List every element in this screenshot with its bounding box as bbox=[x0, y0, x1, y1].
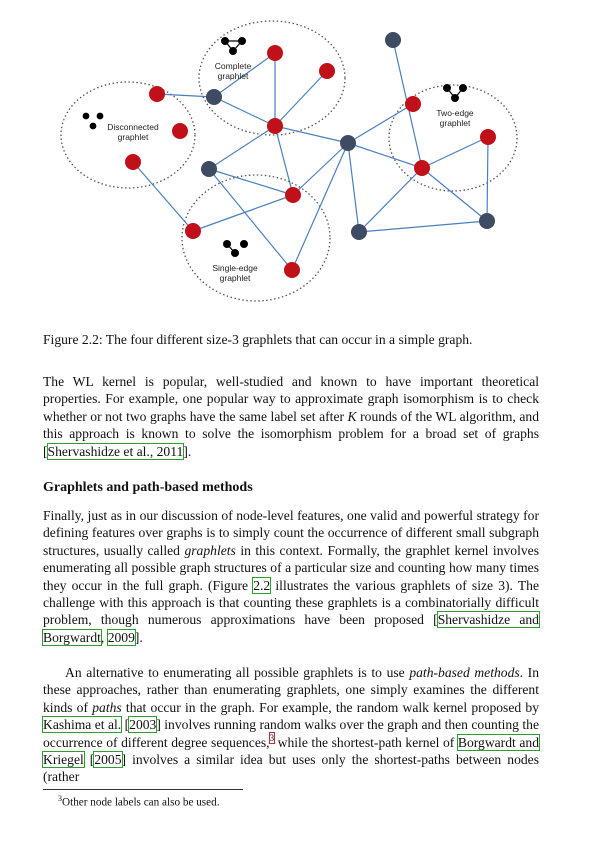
para1-text: The WL kernel is popular, well-studied and known to have important theoretical properties. For example, one popular way to approximate graph isomorphism is to check whether or not two graphs have the same label set after bbox=[43, 374, 539, 424]
footnote bbox=[58, 794, 220, 809]
citation-shervashidze-borgwardt-a[interactable]: Shervashidze and bbox=[437, 612, 539, 628]
node-red bbox=[480, 129, 496, 145]
footnote-ref-3[interactable]: 3 bbox=[269, 733, 275, 744]
two-edge-graphlet-icon bbox=[444, 85, 467, 102]
citation-kashima[interactable]: Kashima et al. bbox=[43, 717, 122, 733]
para2-comma: , bbox=[100, 629, 108, 645]
complete-label-line1: Complete bbox=[214, 61, 252, 71]
citation-year-2009[interactable]: 2009 bbox=[107, 629, 135, 645]
two-edge-label-line1: Two-edge bbox=[436, 108, 474, 118]
node-blue bbox=[201, 161, 217, 177]
citation-borgwardt-kriegel[interactable]: Borgwardt and Kriegel bbox=[43, 734, 539, 768]
para3-b: . In these approaches, rather than enumerating graphlets, one simply examines the different kinds of bbox=[43, 665, 539, 715]
single-edge-graphlet-circle bbox=[182, 175, 330, 301]
node-red bbox=[267, 118, 283, 134]
node-red bbox=[284, 262, 300, 278]
section-heading: Graphlets and path-based methods bbox=[43, 480, 253, 495]
para2-b: in this context. Formally, the graphlet kernel involves enumerating all possible graph structures of a particular size and counting how many times they occur in the full graph. (Figure bbox=[43, 542, 539, 593]
para3-f: involves a similar idea but uses only the shortest-paths between nodes (rather bbox=[43, 752, 539, 785]
graph-diagram bbox=[0, 0, 611, 320]
footnote-text: Other node labels can also be used. bbox=[62, 796, 220, 809]
para3-em2: paths bbox=[92, 699, 122, 715]
node-red bbox=[319, 63, 335, 79]
paragraph-path-based: An alternative to enumerating all possible graphlets is to use path-based methods. In these approaches, rather than enumerating graphlets, one simply examines the different kinds of paths that occur in the graph. For example, the random walk kernel proposed by Kashima et al. [2003] involves running random walks over the graph and then counting the occurrence of different degree sequences,$^3$ while the shortest-path kernel of Borgwardt and Kriegel [2005] involves a similar idea but uses only the shortest-paths between nodes (rather bbox=[43, 665, 539, 785]
single-edge-graphlet-icon bbox=[224, 241, 248, 257]
complete-graphlet-icon bbox=[222, 38, 246, 55]
node-red bbox=[149, 86, 165, 102]
node-blue bbox=[385, 32, 401, 48]
para1-var: K bbox=[347, 408, 357, 424]
complete-label-line2: graphlet bbox=[217, 71, 249, 81]
graph-edges bbox=[133, 40, 488, 270]
para3-c: that occur in the graph. For example, the random walk kernel proposed by bbox=[121, 699, 539, 715]
graphlet-figure bbox=[0, 0, 611, 320]
node-red bbox=[285, 187, 301, 203]
para3-em1: path-based methods bbox=[409, 665, 520, 680]
footnote-number: 3 bbox=[58, 794, 62, 803]
citation-shervashidze-2011[interactable]: Shervashidze et al., 2011 bbox=[47, 443, 184, 459]
paragraph-graphlets: Finally, just as in our discussion of node-level features, one valid and powerful strategy for defining features over graphs is to simply count the occurrence of different small subgraph structures, usually called graphlets in this context. Formally, the graphlet kernel involves enumerating all possible graph structures of a particular size and counting how many times they occur in the full graph. (Figure 2.2 illustrates the various graphlets of size 3). The challenge with this approach is that counting these graphlets is a combinatorially difficult problem, though numerous approximations have been proposed [Shervashidze and Borgwardt, 2009]. bbox=[43, 508, 539, 645]
footnote-rule bbox=[43, 789, 243, 790]
node-blue bbox=[340, 135, 356, 151]
node-red bbox=[185, 223, 201, 239]
citation-shervashidze-borgwardt-b[interactable]: Borgwardt bbox=[43, 629, 101, 645]
para3-a: An alternative to enumerating all possible graphlets is to use bbox=[65, 665, 410, 680]
two-edge-label-line2: graphlet bbox=[439, 118, 471, 128]
node-blue bbox=[479, 213, 495, 229]
disconnected-label-line1: Disconnected bbox=[107, 122, 159, 132]
node-blue bbox=[206, 89, 222, 105]
paragraph-wl-kernel: The WL kernel is popular, well-studied and known to have important theoretical properties. For example, one popular way to approximate graph isomorphism is to check whether or not two graphs have the same label set after K rounds of the WL algorithm, and this approach is known to solve the isomorphism problem for a broad set of graphs [Shervashidze et al., 2011]. bbox=[43, 374, 539, 459]
node-red bbox=[267, 45, 283, 61]
graph-nodes bbox=[125, 32, 496, 278]
node-red bbox=[172, 123, 188, 139]
disconnected-label-line2: graphlet bbox=[117, 132, 149, 142]
figure-ref-2-2[interactable]: 2.2 bbox=[253, 577, 271, 593]
para1-end: . bbox=[187, 443, 192, 459]
para2-c: illustrates the various graphlets of size 3). The challenge with this approach is that counting these graphlets is a combinatorially difficult problem, though numerous approximations have been proposed bbox=[43, 577, 539, 628]
para2-end: . bbox=[139, 629, 143, 645]
citation-kashima-year[interactable]: 2003 bbox=[129, 717, 157, 733]
single-edge-label-line1: Single-edge bbox=[212, 263, 258, 273]
para2-em1: graphlets bbox=[184, 542, 236, 558]
para3-e: while the shortest-path kernel of bbox=[274, 734, 458, 750]
node-red bbox=[414, 160, 430, 176]
disconnected-graphlet-icon bbox=[83, 113, 104, 130]
node-red bbox=[125, 154, 141, 170]
para2-a: Finally, just as in our discussion of node-level features, one valid and powerful strategy for defining features over graphs is to simply count the occurrence of different small subgraph structures, usually called bbox=[43, 508, 539, 558]
node-red bbox=[405, 96, 421, 112]
para3-d: involves running random walks over the graph and then counting the occurrence of different degree sequences, bbox=[43, 717, 539, 750]
node-blue bbox=[351, 224, 367, 240]
citation-borgwardt-kriegel-year[interactable]: 2005 bbox=[94, 752, 122, 768]
figure-caption: Figure 2.2: The four different size-3 graphlets that can occur in a simple graph. bbox=[43, 332, 473, 347]
single-edge-label-line2: graphlet bbox=[219, 273, 251, 283]
para1-text2: rounds of the WL algorithm, and this approach is known to solve the isomorphism problem for a broad set of graphs bbox=[43, 408, 539, 442]
